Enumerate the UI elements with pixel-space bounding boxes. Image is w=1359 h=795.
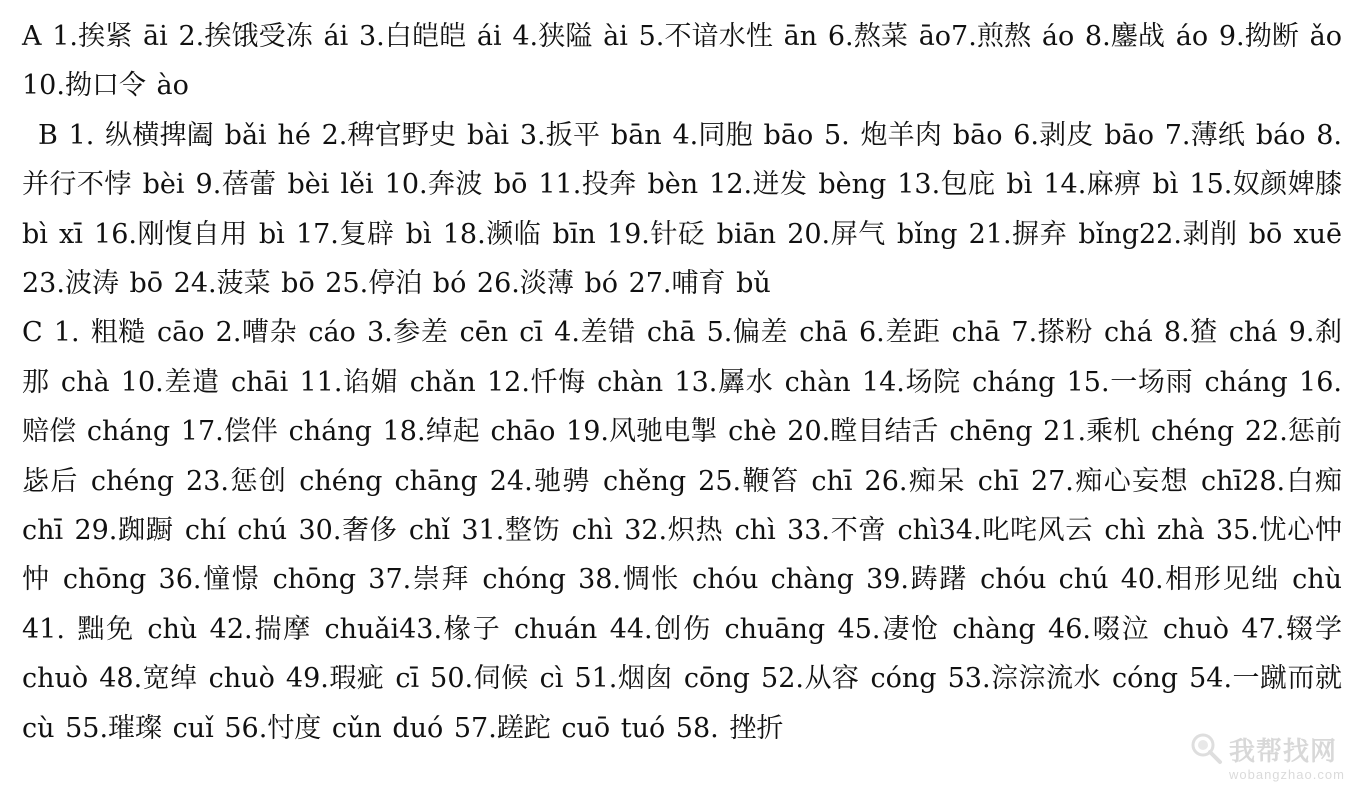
section-b: B 1. 纵横捭阖 bǎi hé 2.稗官野史 bài 3.扳平 bān 4.同胞 bāo 5. 炮羊肉 bāo 6.剥皮 bāo 7.薄纸 báo 8.并行不悖 bèi 9.蓓蕾 bèi lěi 10.奔波 bō 11.投奔 bèn 12.迸发 bèng 13.包庇 bì 14.麻痹 bì 15.奴颜婢膝 bì xī 16.刚愎自用 bì 17.复辟 bì 18.濒临 bīn 19.针砭 biān 20.屏气 bǐng 21.摒弃 bǐng22.剥削 bō xuē 23.波涛 bō 24.菠菜 bō 25.停泊 bó 26.淡薄 bó 27.哺育 bǔ [22,119,1342,300]
document-page [22,12,1342,753]
section-a: A 1.挨紧 āi 2.挨饿受冻 ái 3.白皑皑 ái 4.狭隘 ài 5.不谙水性 ān 6.熬菜 āo7.煎熬 áo 8.鏖战 áo 9.拗断 ǎo 10.拗口令 ào [22,21,1342,102]
watermark-url: wobangzhao.com [1229,767,1345,782]
search-magnifier-icon [1189,731,1223,765]
section-c: C 1. 粗糙 cāo 2.嘈杂 cáo 3.参差 cēn cī 4.差错 chā 5.偏差 chā 6.差距 chā 7.搽粉 chá 8.猹 chá 9.刹那 chà 10.差遣 chāi 11.谄媚 chǎn 12.忏悔 chàn 13.羼水 chàn 14.场院 cháng 15.一场雨 cháng 16.赔偿 cháng 17.偿伴 cháng 18.绰起 chāo 19.风驰电掣 chè 20.瞠目结舌 chēng 21.乘机 chéng 22.惩前毖后 chéng 23.惩创 chéng chāng 24.驰骋 chěng 25.鞭笞 chī 26.痴呆 chī 27.痴心妄想 chī28.白痴 chī 29.踟蹰 chí chú 30.奢侈 chǐ 31.整饬 chì 32.炽热 chì 33.不啻 chì34.叱咤风云 chì zhà 35.忧心忡忡 chōng 36.憧憬 chōng 37.崇拜 chóng 38.惆怅 chóu chàng 39.踌躇 chóu chú 40.相形见绌 chù 41. 黜免 chù 42.揣摩 chuǎi43.椽子 chuán 44.创伤 chuāng 45.凄怆 chàng 46.啜泣 chuò 47.辍学 chuò 48.宽绰 chuò 49.瑕疵 cī 50.伺候 cì 51.烟囱 cōng 52.从容 cóng 53.淙淙流水 cóng 54.一蹴而就 cù 55.璀璨 cuǐ 56.忖度 cǔn duó 57.蹉跎 cuō tuó 58. 挫折 [22,317,1342,744]
watermark-name: 我帮找网 [1229,737,1338,767]
watermark [1189,727,1349,789]
